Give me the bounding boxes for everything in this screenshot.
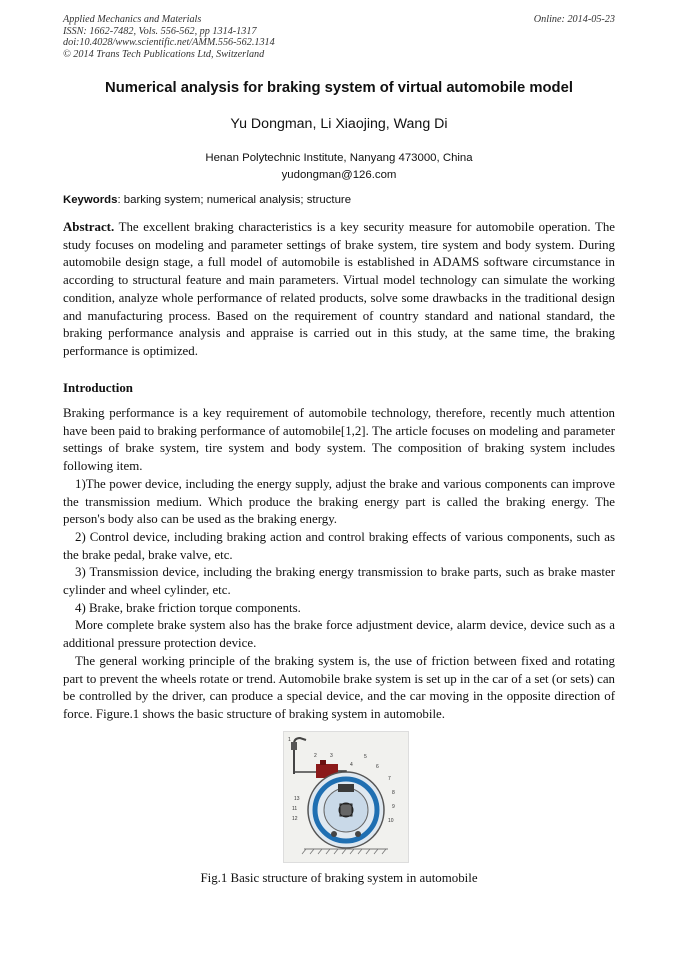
callout-label: 3 — [330, 753, 333, 759]
callout-label: 12 — [292, 816, 298, 822]
keywords-text: : barking system; numerical analysis; structure — [117, 194, 352, 206]
journal-name: Applied Mechanics and Materials — [63, 14, 202, 25]
author-list: Yu Dongman, Li Xiaojing, Wang Di — [230, 116, 448, 132]
callout-label: 7 — [388, 776, 391, 782]
ground-hatch — [302, 849, 386, 854]
keywords-line — [63, 194, 615, 206]
callout-label: 4 — [350, 762, 353, 768]
journal-header — [63, 14, 615, 60]
issn-line: ISSN: 1662-7482, Vols. 556-562, pp 1314-1317 — [63, 25, 257, 37]
introduction-body — [63, 405, 615, 724]
affiliation: Henan Polytechnic Institute, Nanyang 473000, China — [205, 152, 473, 164]
brake-system-figure — [283, 731, 409, 863]
wheel-cylinder — [338, 784, 354, 792]
abstract-text: The excellent braking characteristics is a key security measure for automobile operation. The study focuses on modeling and parameter settings of brake system, tire system and body system. During automobile design stage, a full model of automobile is established in ADAMS software circumstance in according to structural feature and main parameters. Virtual model technology can simulate the working condition, analyze whole performance of related products, solve some drawbacks in the traditional design and manufacturing process. Based on the requirement of country standard and national standard, the braking performance analysis and appraise is carried out in this study, at the same time, the braking performance is optimized. — [63, 220, 615, 358]
abstract — [63, 219, 615, 361]
anchor-pin — [331, 831, 337, 837]
copyright-line: © 2014 Trans Tech Publications Ltd, Switzerland — [63, 48, 265, 60]
intro-paragraph: Braking performance is a key requirement of automobile technology, therefore, recently much attention have been paid to braking performance of automobile[1,2]. The article focuses on modeling and parameter settings of brake system, tire system and body system. The composition of braking system includes following item. — [63, 406, 615, 474]
author-email[interactable]: yudongman@126.com — [281, 169, 397, 181]
intro-item: 2) Control device, including braking action and control braking effects of various components, such as the brake pedal, brake valve, etc. — [63, 529, 615, 562]
reservoir — [320, 760, 326, 765]
callout-label: 10 — [388, 818, 394, 824]
callout-label: 9 — [392, 804, 395, 810]
intro-item: 1)The power device, including the energy supply, adjust the brake and various components can improve the transmission medium. Which produce the braking energy part is called the braking energy. The person's body also can be used as the braking energy. — [63, 476, 615, 527]
wheel-hub — [339, 803, 353, 817]
callout-label: 6 — [376, 764, 379, 770]
keywords-label: Keywords — [63, 194, 118, 206]
callout-label: 11 — [292, 806, 298, 812]
doi-line[interactable]: doi:10.4028/www.scientific.net/AMM.556-562.1314 — [63, 37, 275, 49]
intro-item: 3) Transmission device, including the braking energy transmission to brake parts, such as brake master cylinder and wheel cylinder, etc. — [63, 565, 615, 598]
callout-label: 13 — [294, 796, 300, 802]
abstract-label: Abstract. — [63, 220, 115, 234]
pedal-pad — [291, 742, 297, 750]
callout-label: 5 — [364, 754, 367, 760]
callout-label: 1 — [288, 737, 291, 743]
intro-paragraph: The general working principle of the braking system is, the use of friction between fixed and rotating part to prevent the wheels rotate or trend. Automobile brake system is set up in the car of a set (or sets) can be controlled by the driver, can produce a special device, and the car moving in the opposite direction of force. Figure.1 shows the basic structure of braking system in automobile. — [63, 653, 615, 721]
introduction-heading: Introduction — [63, 381, 133, 395]
paper-title: Numerical analysis for braking system of virtual automobile model — [105, 80, 573, 96]
intro-paragraph: More complete brake system also has the brake force adjustment device, alarm device, device such as a additional pressure protection device. — [63, 618, 615, 651]
brake-diagram-svg — [284, 732, 408, 862]
anchor-pin — [355, 831, 361, 837]
callout-label: 8 — [392, 790, 395, 796]
intro-item: 4) Brake, brake friction torque components. — [75, 600, 301, 615]
figure-caption: Fig.1 Basic structure of braking system in automobile — [200, 871, 478, 885]
callout-label: 2 — [314, 753, 317, 759]
online-date: Online: 2014-05-23 — [533, 14, 615, 25]
affiliation-block — [0, 150, 678, 184]
